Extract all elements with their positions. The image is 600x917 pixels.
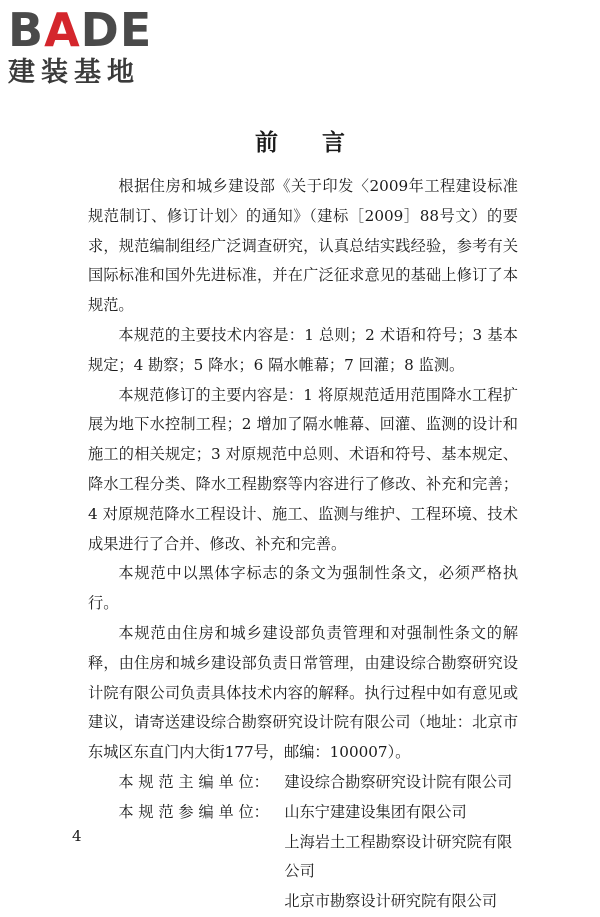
logo-chinese-text: 建装基地 bbox=[8, 57, 140, 88]
chief-unit-row bbox=[88, 768, 518, 798]
paragraph-mandatory-clauses: 本规范中以黑体字标志的条文为强制性条文，必须严格执行。 bbox=[88, 564, 518, 613]
paragraph-main-contents: 本规范的主要技术内容是：1 总则；2 术语和符号；3 基本规定；4 勘察；5 降水；6 隔水帷幕；7 回灌；8 监测。 bbox=[88, 325, 518, 374]
bade-logo bbox=[8, 3, 178, 90]
paragraph-background: 根据住房和城乡建设部《关于印发〈2009年工程建设标准规范制订、修订计划〉的通知》（建标［2009］88号文）的要求，规范编制组经广泛调查研究，认真总结实践经验，参考有关国际标准和国外先进标准，并在广泛征求意见的基础上修订了本规范。 bbox=[88, 177, 518, 315]
paragraph-revisions: 本规范修订的主要内容是：1 将原规范适用范围降水工程扩展为地下水控制工程；2 增加了隔水帷幕、回灌、监测的设计和施工的相关规定；3 对原规范中总则、术语和符号、基本规定、降水工程分类、降水工程勘察等内容进行了修改、补充和完善；4 对原规范降水工程设计、施工、监测与维护、工程环境、技术成果进行了合并、修改、补充和完善。 bbox=[88, 385, 518, 553]
participating-unit-name: 山东宁建建设集团有限公司 bbox=[284, 802, 467, 821]
participating-units-row bbox=[88, 798, 518, 917]
logo-wordmark: BADE bbox=[8, 3, 153, 57]
page-number: 4 bbox=[72, 827, 82, 845]
preface-body bbox=[88, 172, 518, 917]
chief-unit-label: 本 规 范 主 编 单 位： bbox=[118, 772, 269, 791]
logo-letter-a: A bbox=[44, 3, 81, 57]
participating-units-label: 本 规 范 参 编 单 位： bbox=[118, 802, 269, 821]
chief-unit-name: 建设综合勘察研究设计院有限公司 bbox=[284, 772, 513, 791]
editing-units bbox=[88, 768, 518, 917]
paragraph-management: 本规范由住房和城乡建设部负责管理和对强制性条文的解释，由住房和城乡建设部负责日常管理，由建设综合勘察研究设计院有限公司负责具体技术内容的解释。执行过程中如有意见或建议，请寄送建设综合勘察研究设计院有限公司（地址：北京市东城区东直门内大街177号，邮编：100007）。 bbox=[88, 623, 518, 762]
page-title: 前言 bbox=[255, 129, 389, 156]
participating-unit-name: 北京市勘察设计研究院有限公司 bbox=[284, 892, 498, 911]
participating-unit-name: 上海岩土工程勘察设计研究院有限公司 bbox=[284, 832, 513, 881]
